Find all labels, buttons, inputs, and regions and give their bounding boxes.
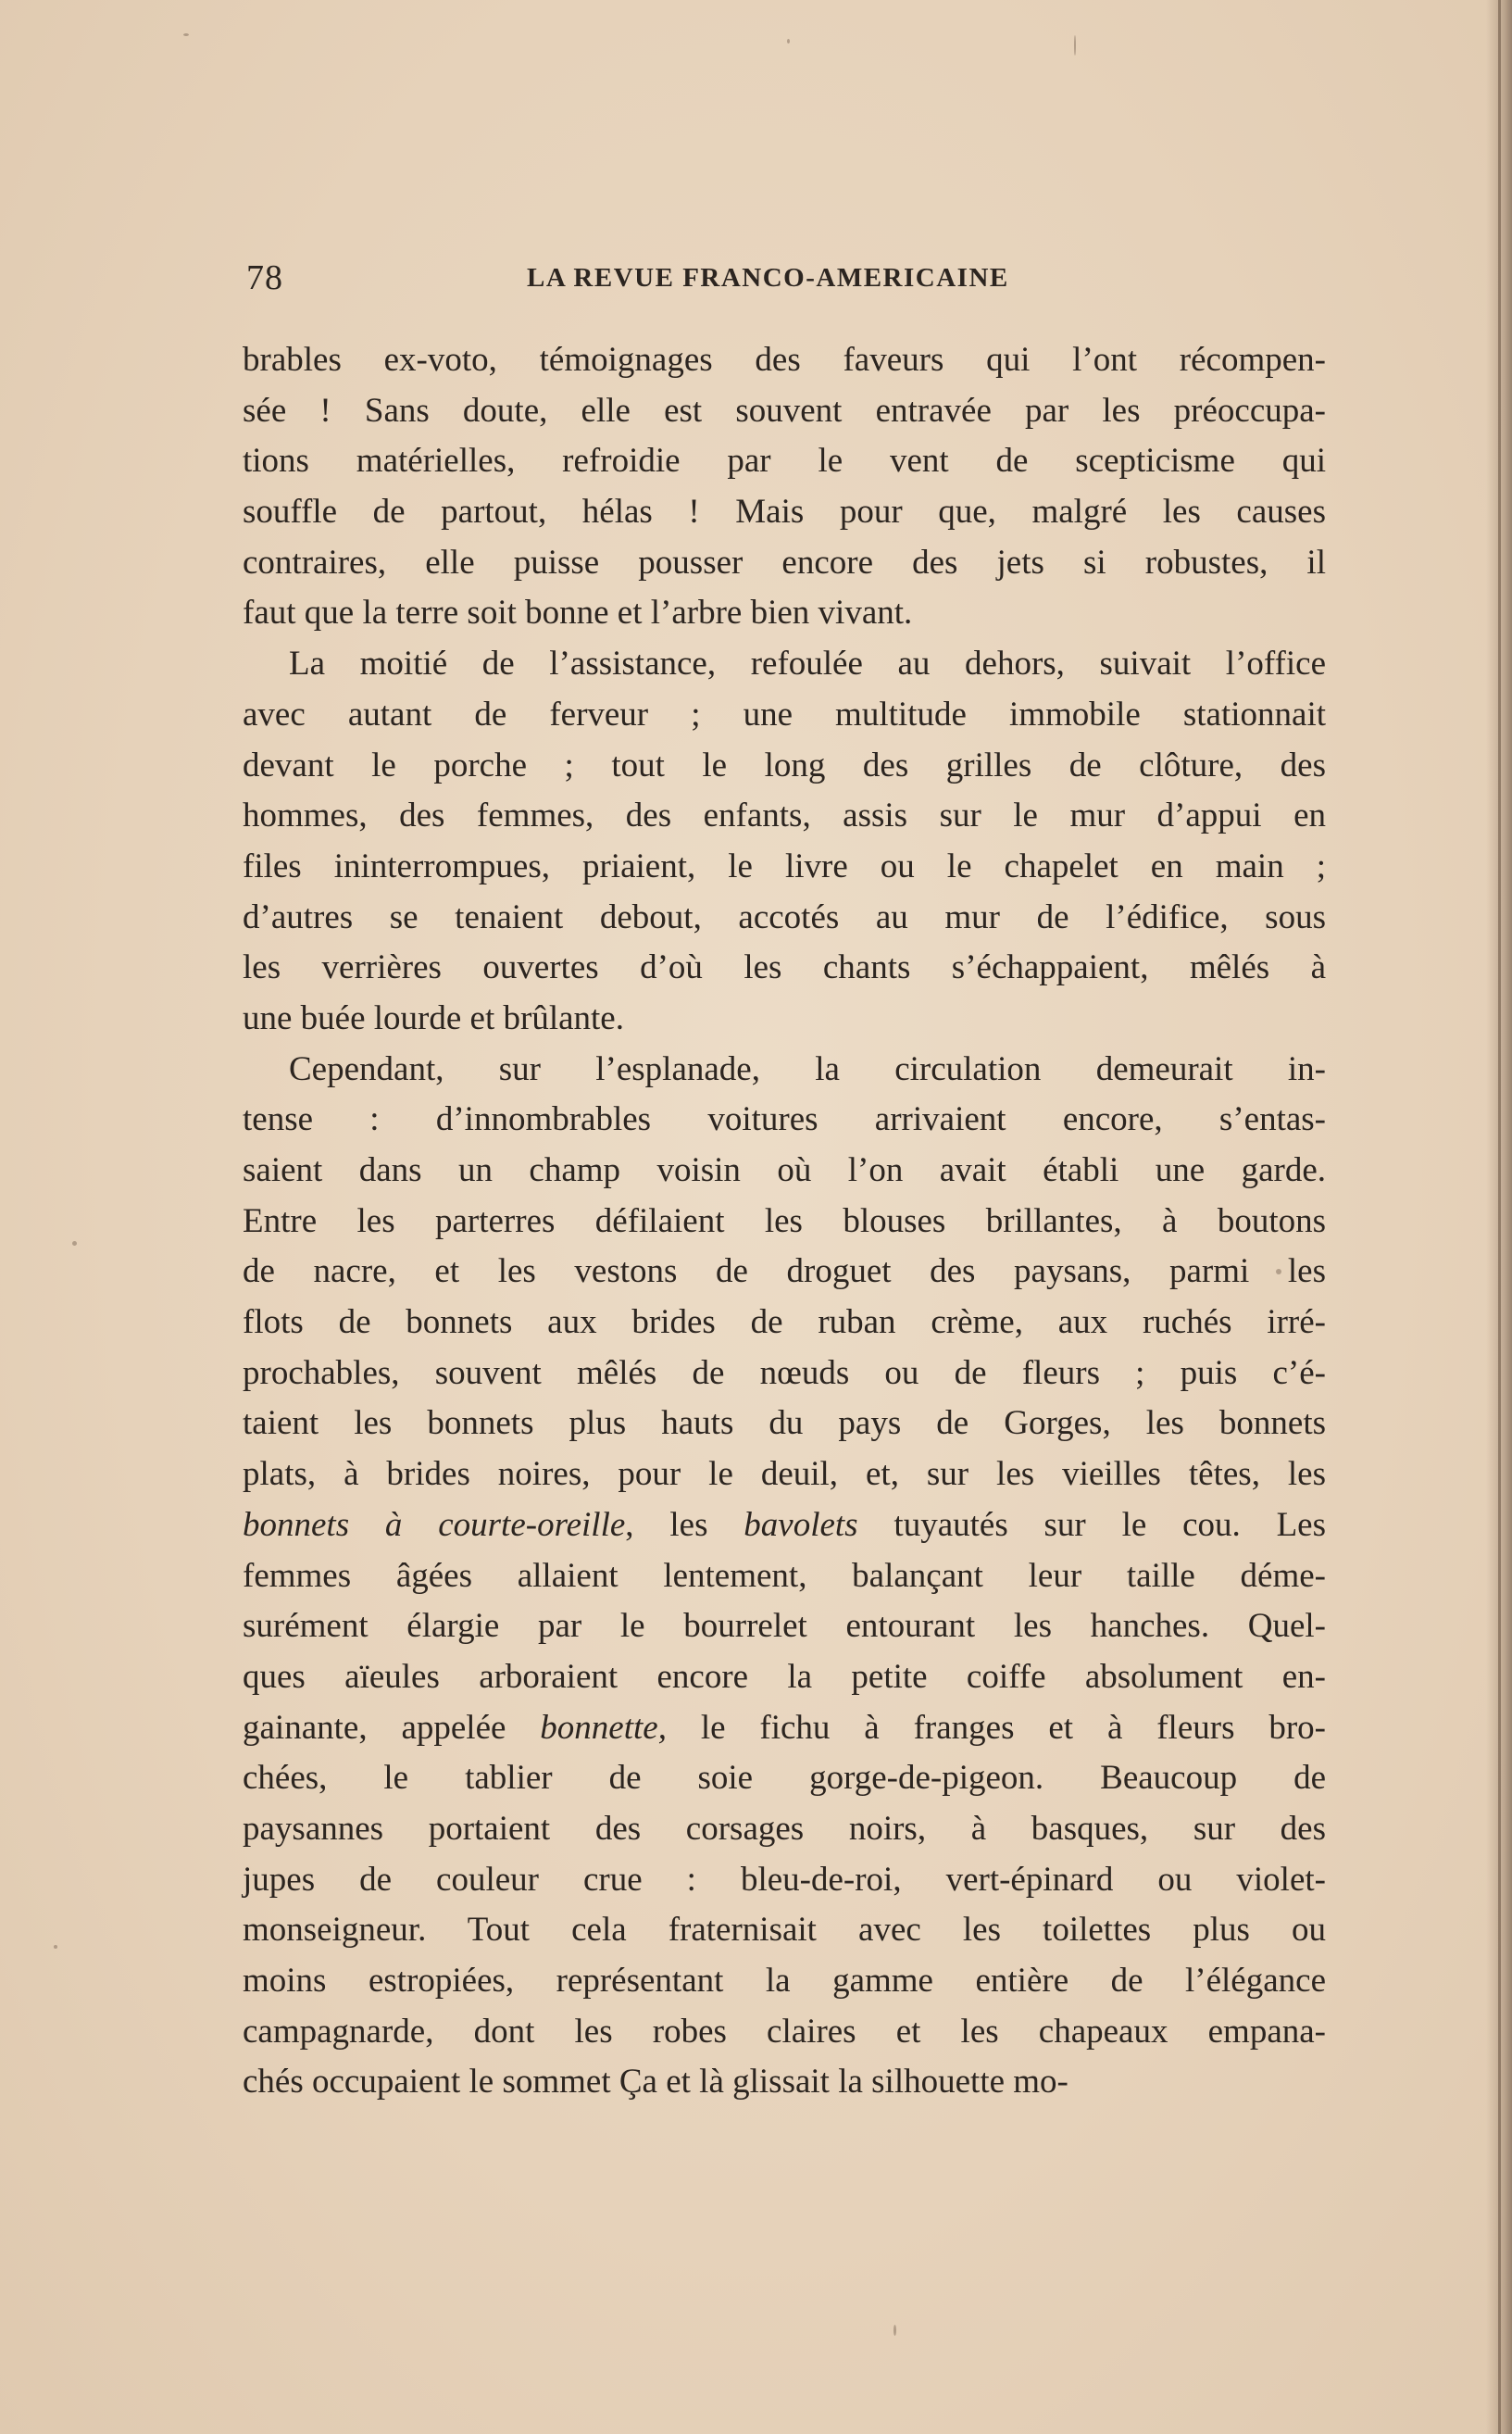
text-line: plats, à brides noires, pour le deuil, et, sur les vieilles têtes, les [243,1455,1326,1494]
text-line: tense : d’innombrables voitures arrivaient encore, s’entas- [243,1100,1326,1139]
journal-title: LA REVUE FRANCO-AMERICAINE [527,263,1009,293]
text-line: d’autres se tenaient debout, accotés au mur de l’édifice, sous [243,897,1326,936]
text-line: faut que la terre soit bonne et l’arbre bien vivant. [243,594,913,633]
text-line: moins estropiées, représentant la gamme entière de l’élégance [243,1962,1326,2000]
paper-speck [72,1241,77,1246]
text-line: souffle de partout, hélas ! Mais pour que, malgré les causes [243,493,1326,532]
text-line: prochables, souvent mêlés de nœuds ou de fleurs ; puis c’é- [243,1353,1326,1392]
text-line: une buée lourde et brûlante. [243,998,624,1037]
page-edge-line [1498,0,1501,2434]
plain-text: tuyautés sur le cou. Les [857,1505,1326,1544]
text-line-with-italics [243,1500,1326,1551]
text-line: flots de bonnets aux brides de ruban crème, aux ruchés irré- [243,1303,1326,1342]
text-line: files ininterrompues, priaient, le livre ou le chapelet en main ; [243,847,1326,885]
text-line: chées, le tablier de soie gorge-de-pigeon. Beaucoup de [243,1759,1326,1798]
text-line: contraires, elle puisse pousser encore des jets si robustes, il [243,543,1326,582]
paper-speck [787,39,790,44]
text-line: brables ex-voto, témoignages des faveurs qui l’ont récompen- [243,341,1326,379]
text-line: tions matérielles, refroidie par le vent de scepticisme qui [243,442,1326,481]
paper-speck [54,1945,57,1949]
text-line: avec autant de ferveur ; une multitude immobile stationnait [243,695,1326,734]
text-line: Entre les parterres défilaient les blouses brillantes, à boutons [243,1201,1326,1240]
text-line: taient les bonnets plus hauts du pays de Gorges, les bonnets [243,1404,1326,1443]
text-line: Cependant, sur l’esplanade, la circulation demeurait in- [289,1049,1326,1088]
text-line: femmes âgées allaient lentement, balançant leur taille déme- [243,1556,1326,1595]
text-line: de nacre, et les vestons de droguet des paysans, parmi les [243,1252,1326,1291]
text-line: les verrières ouvertes d’où les chants s’échappaient, mêlés à [243,948,1326,987]
paper-speck [1276,1269,1281,1274]
text-line: monseigneur. Tout cela fraternisait avec les toilettes plus ou [243,1911,1326,1950]
text-line: sée ! Sans doute, elle est souvent entravée par les préoccupa- [243,391,1326,430]
text-line-with-italics [243,1703,1326,1754]
paper-speck [893,2325,896,2336]
body-text [243,335,1326,2108]
plain-text: , les [625,1505,744,1544]
paper-speck [183,33,189,36]
text-line: paysannes portaient des corsages noirs, à basques, sur des [243,1809,1326,1848]
plain-text: gainante, appelée [243,1708,541,1747]
italic-text: bonnette, [540,1708,667,1747]
text-line: devant le porche ; tout le long des grilles de clôture, des [243,746,1326,784]
italic-text: bonnets à courte-oreille [243,1505,626,1544]
page-number: 78 [246,258,283,297]
text-line: La moitié de l’assistance, refoulée au dehors, suivait l’office [289,645,1326,684]
paper-speck [1074,35,1076,56]
text-line: saient dans un champ voisin où l’on avait établi une garde. [243,1151,1326,1189]
text-line: jupes de couleur crue : bleu-de-roi, vert-épinard ou violet- [243,1860,1326,1899]
text-line: surément élargie par le bourrelet entourant les hanches. Quel- [243,1607,1326,1646]
running-header [246,257,1320,302]
text-line: hommes, des femmes, des enfants, assis sur le mur d’appui en [243,797,1326,835]
text-line: chés occupaient le sommet Ça et là glissait la silhouette mo- [243,2063,1068,2102]
italic-text: bavolets [744,1505,858,1544]
plain-text: le fichu à franges et à fleurs bro- [666,1708,1326,1747]
text-line: ques aïeules arboraient encore la petite coiffe absolument en- [243,1657,1326,1696]
text-line: campagnarde, dont les robes claires et les chapeaux empana- [243,2012,1326,2051]
